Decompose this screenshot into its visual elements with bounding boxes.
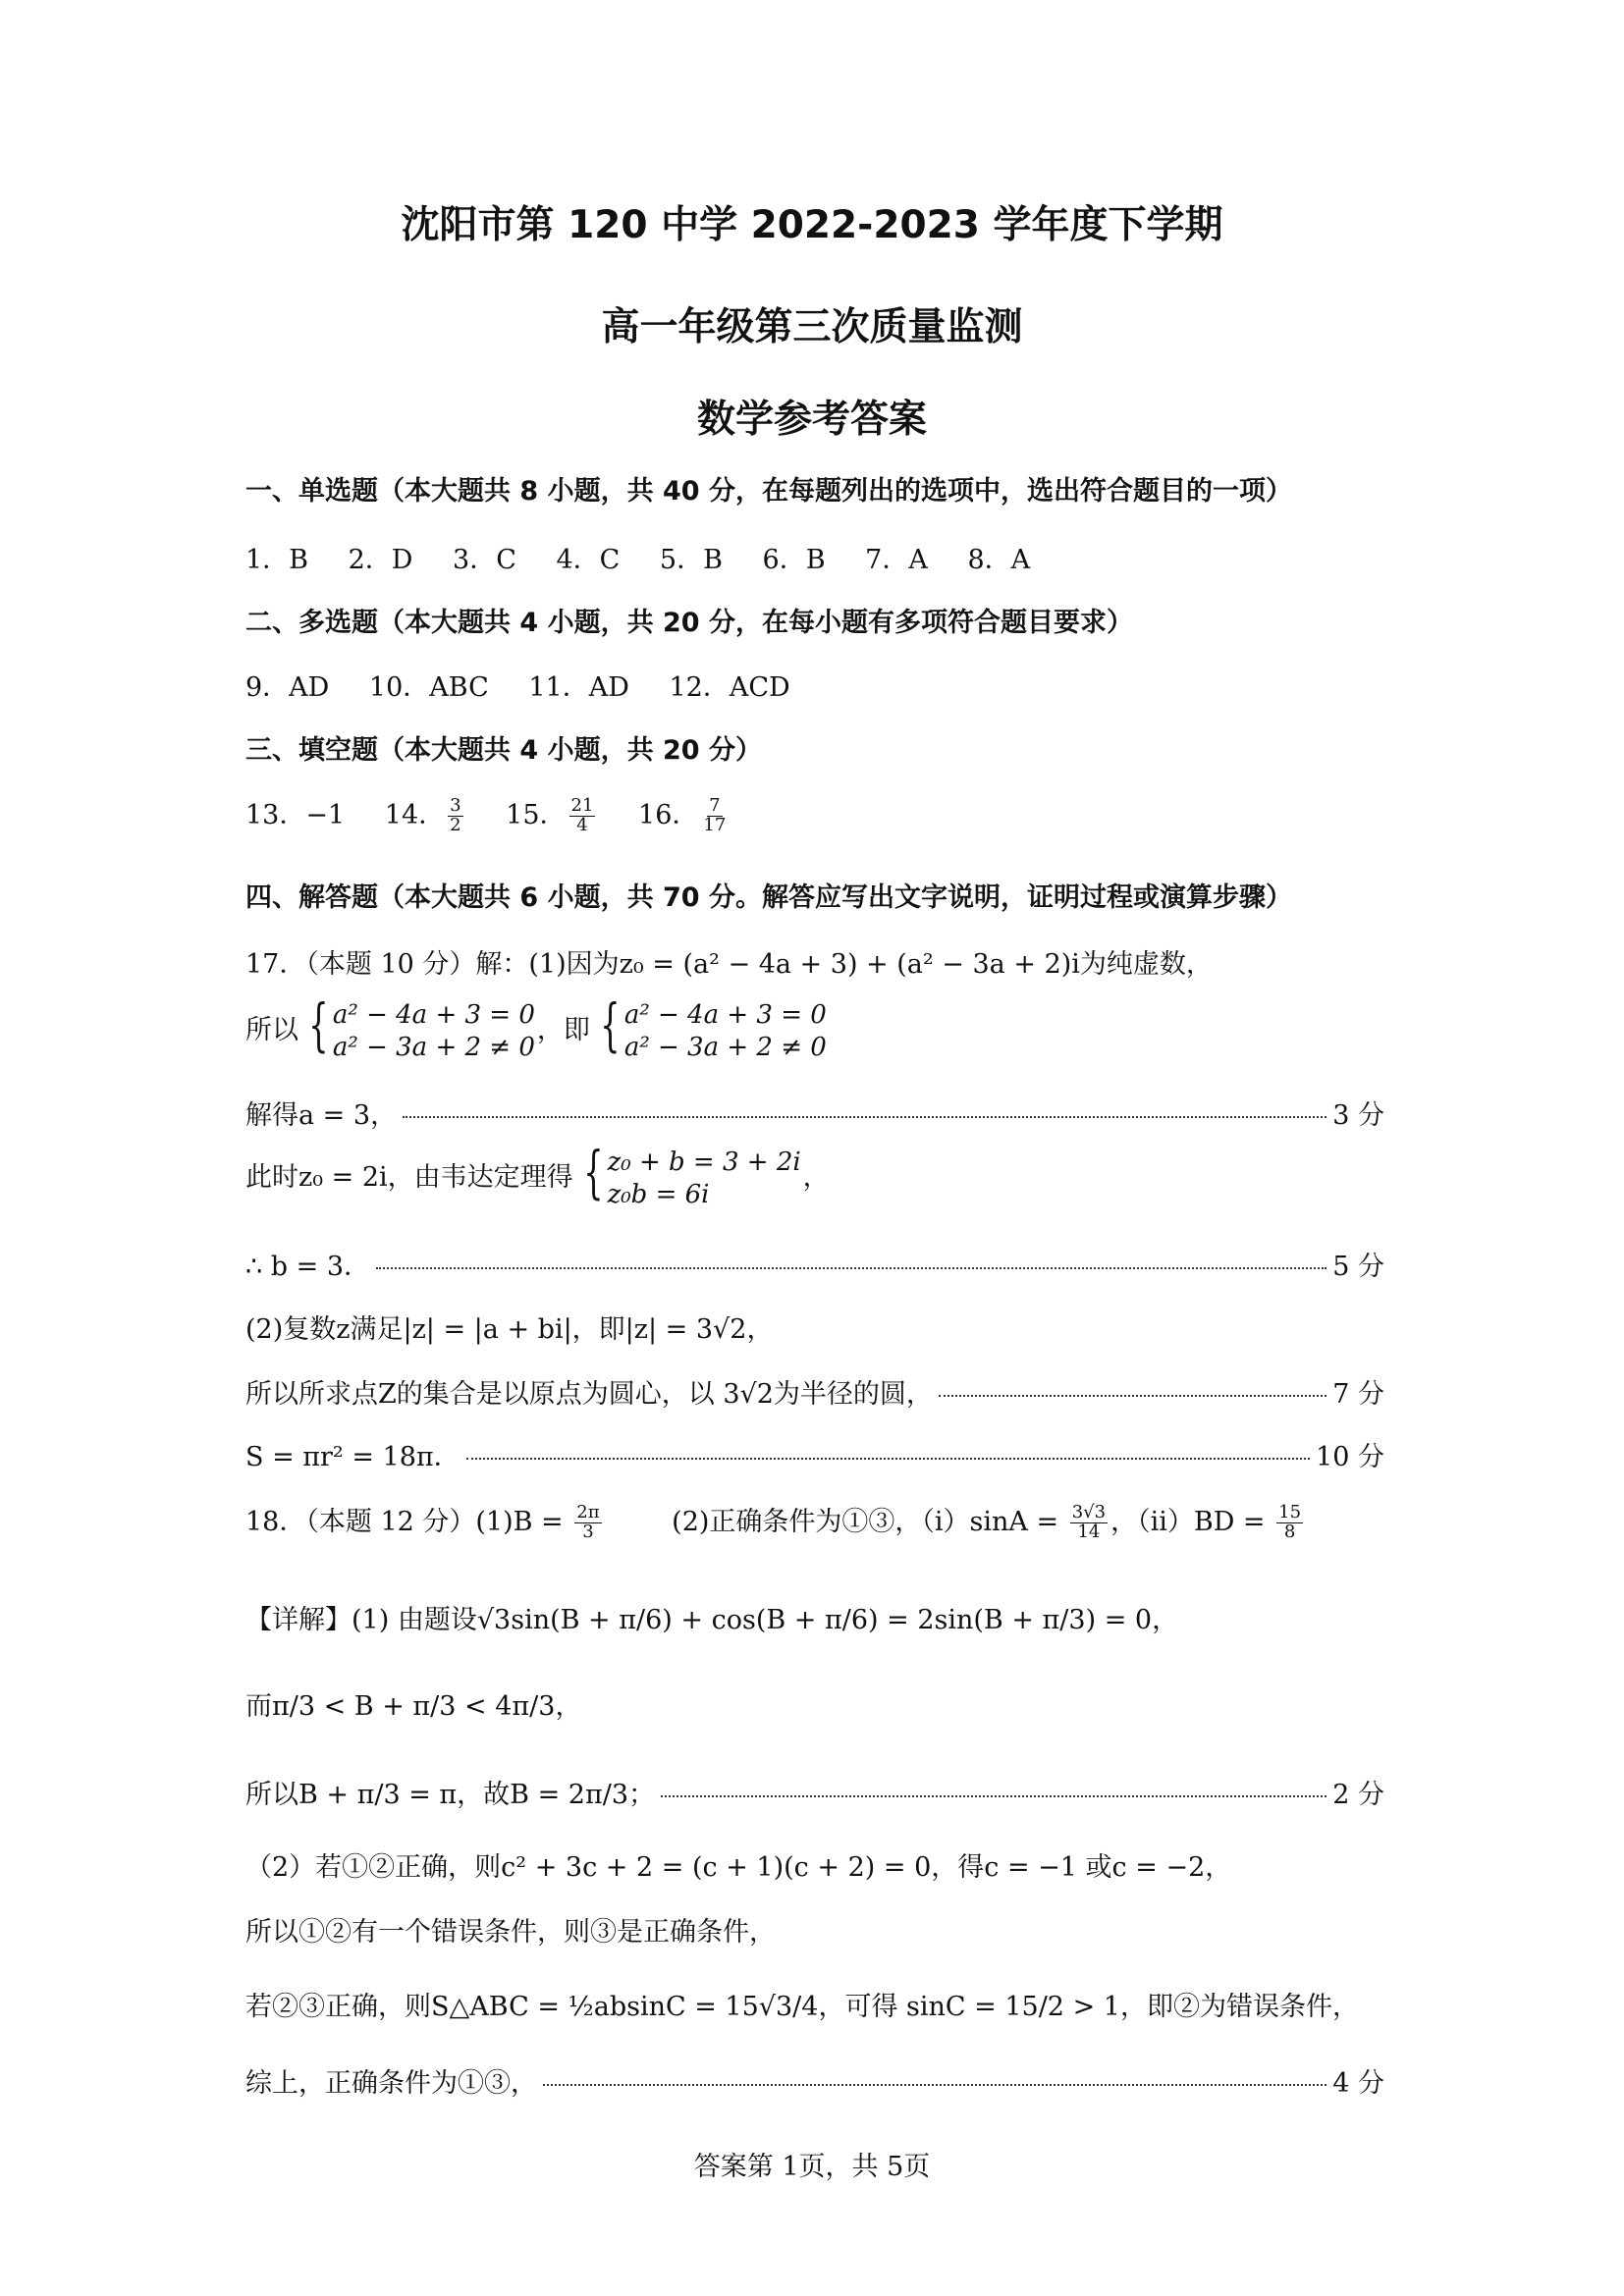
- q17-line-7: 所以所求点Z的集合是以原点为圆心，以 3√2为半径的圆， 7 分: [245, 1372, 1384, 1411]
- answer-6: 6．B: [762, 545, 826, 575]
- title-grade: 高一年级第三次质量监测: [601, 305, 1023, 349]
- title-school: 沈阳市第 120 中学 2022-2023 学年度下学期: [401, 203, 1223, 247]
- q17-line-1: 17．（本题 10 分）解：(1)因为z₀ = (a² − 4a + 3) + (a² − 3a + 2)i为纯虚数，: [245, 949, 1213, 980]
- score-label: 7 分: [1332, 1379, 1384, 1410]
- section-multi-choice-heading: 二、多选题（本大题共 4 小题，共 20 分，在每小题有多项符合题目要求）: [245, 608, 1133, 638]
- q18-line-3: 而π/3 < B + π/3 < 4π/3，: [245, 1691, 582, 1722]
- answer-12: 12．ACD: [669, 672, 790, 703]
- answer-10: 10．ABC: [368, 672, 489, 703]
- q18-line-6: 所以①②有一个错误条件，则③是正确条件，: [245, 1917, 776, 1948]
- score-label: 4 分: [1332, 2068, 1384, 2099]
- answer-5: 5．B: [659, 545, 723, 575]
- section-solutions-heading: 四、解答题（本大题共 6 小题，共 70 分。解答应写出文字说明，证明过程或演算步骤）: [245, 882, 1292, 913]
- equation-system-3: { z₀ + b = 3 + 2i z₀b = 6i: [582, 1139, 801, 1209]
- answer-7: 7．A: [865, 545, 928, 575]
- score-label: 5 分: [1332, 1252, 1384, 1282]
- q18-line-7: 若②③正确，则S△ABC = ½absinC = 15√3/4，可得 sinC = 15/2 > 1，即②为错误条件，: [245, 1992, 1359, 2022]
- score-label: 3 分: [1332, 1100, 1384, 1131]
- answer-3: 3．C: [453, 545, 516, 575]
- answer-15: 15． $\frac{21}{4}$: [506, 795, 594, 835]
- answer-16: 16． $\frac{7}{17}$: [638, 795, 727, 835]
- section-single-choice-heading: 一、单选题（本大题共 8 小题，共 40 分，在每题列出的选项中，选出符合题目的一项）: [245, 476, 1292, 507]
- q18-line-5: （2）若①②正确，则c² + 3c + 2 = (c + 1)(c + 2) = 0，得c = −1 或c = −2，: [245, 1852, 1232, 1883]
- answer-14: 14． $\frac{3}{2}$: [384, 795, 461, 835]
- answer-13: 13．−1: [245, 800, 346, 830]
- title-subject: 数学参考答案: [696, 398, 927, 442]
- answer-8: 8．A: [967, 545, 1031, 575]
- q18-line-1: 18．（本题 12 分）(1)B = $\frac{2\pi}{3}$ (2)正确条件为①③，（i）sinA = $\frac{3√3}{14}$ ，（ii）BD = $\frac{15}{8}$: [245, 1502, 1302, 1542]
- q18-line-2: 【详解】(1) 由题设√3sin(B + π/6) + cos(B + π/6) = 2sin(B + π/3) = 0，: [245, 1605, 1179, 1635]
- single-choice-answers: [245, 538, 1061, 576]
- q17-line-6: (2)复数z满足|z| = |a + bi|，即|z| = 3√2，: [245, 1314, 774, 1345]
- q17-line-4: 此时z₀ = 2i，由韦达定理得 { z₀ + b = 3 + 2i z₀b = 6i ，: [245, 1139, 830, 1209]
- equation-system-1: { a² − 4a + 3 = 0 a² − 3a + 2 ≠ 0: [308, 991, 535, 1062]
- q18-line-8: 综上，正确条件为①③， 4 分: [245, 2061, 1384, 2100]
- score-label: 10 分: [1316, 1442, 1384, 1472]
- page-footer: 答案第 1页，共 5页: [693, 2152, 931, 2182]
- q17-line-5: ∴ b = 3． 5 分: [245, 1245, 1384, 1283]
- q17-line-3: 解得a = 3， 3 分: [245, 1094, 1384, 1132]
- answer-2: 2．D: [348, 545, 413, 575]
- section-fill-blank-heading: 三、填空题（本大题共 4 小题，共 20 分）: [245, 735, 762, 766]
- q17-line-2: 所以 { a² − 4a + 3 = 0 a² − 3a + 2 ≠ 0 ，即 { a² − 4a + 3 = 0 a² − 3a + 2 ≠ 0: [245, 991, 827, 1062]
- answer-4: 4．C: [556, 545, 621, 575]
- score-label: 2 分: [1332, 1780, 1384, 1810]
- answer-9: 9．AD: [245, 672, 330, 703]
- equation-system-2: { a² − 4a + 3 = 0 a² − 3a + 2 ≠ 0: [600, 991, 827, 1062]
- answer-1: 1．B: [245, 545, 309, 575]
- answer-11: 11．AD: [528, 672, 629, 703]
- multi-choice-answers: [245, 666, 822, 704]
- q18-line-4: 所以B + π/3 = π，故B = 2π/3； 2 分: [245, 1773, 1384, 1811]
- q17-line-8: S = πr² = 18π． 10 分: [245, 1435, 1384, 1473]
- fill-blank-answers: [245, 793, 762, 835]
